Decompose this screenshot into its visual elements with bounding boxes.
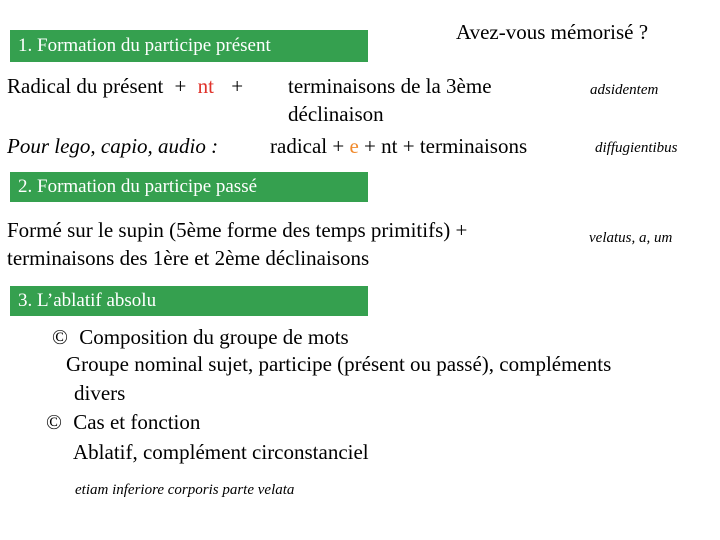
copyright-bullet-icon: © xyxy=(46,410,62,434)
section2-line1: Formé sur le supin (5ème forme des temps primitifs) + xyxy=(7,218,468,242)
verbs-rule-e: e xyxy=(349,134,359,158)
section2-header xyxy=(10,172,368,202)
section3-title: 3. L’ablatif absolu xyxy=(18,290,157,311)
section2-title: 2. Formation du participe passé xyxy=(18,176,258,197)
rule-terminations-line1: terminaisons de la 3ème xyxy=(288,74,492,98)
memo-word-1: adsidentem xyxy=(590,82,659,98)
bullet1-text: Composition du groupe de mots xyxy=(79,325,349,349)
bullet2-detail: Ablatif, complément circonstanciel xyxy=(73,440,369,464)
verbs-rule xyxy=(270,134,527,159)
copyright-bullet-icon: © xyxy=(52,325,68,349)
verbs-rule-b: + nt + terminaisons xyxy=(364,134,528,158)
bullet1-detail-line2: divers xyxy=(74,381,126,405)
rule-plus-1: + xyxy=(174,74,187,98)
bullet1-detail-line1: Groupe nominal sujet, participe (présent ou passé), compléments xyxy=(66,352,612,376)
bullet1-row xyxy=(52,325,349,350)
bullet2-row xyxy=(46,410,200,435)
memo-word-3: velatus, a, um xyxy=(589,230,673,246)
bullet2-text: Cas et fonction xyxy=(73,410,201,434)
memo-word-2: diffugientibus xyxy=(595,140,678,156)
rule-terminations-line2: déclinaison xyxy=(288,102,384,126)
participle-present-rule xyxy=(7,74,243,99)
verbs-label: Pour lego, capio, audio : xyxy=(7,134,219,158)
memo-title: Avez-vous mémorisé ? xyxy=(456,20,649,44)
rule-radical: Radical du présent xyxy=(7,74,164,98)
section1-header xyxy=(10,30,368,62)
latin-example: etiam inferiore corporis parte velata xyxy=(75,482,295,498)
section1-title: 1. Formation du participe présent xyxy=(18,35,271,56)
verbs-rule-a: radical + xyxy=(270,134,345,158)
rule-nt: nt xyxy=(197,74,214,98)
section3-header xyxy=(10,286,368,316)
rule-plus-2: + xyxy=(231,74,244,98)
section2-line2: terminaisons des 1ère et 2ème déclinaisons xyxy=(7,246,370,270)
